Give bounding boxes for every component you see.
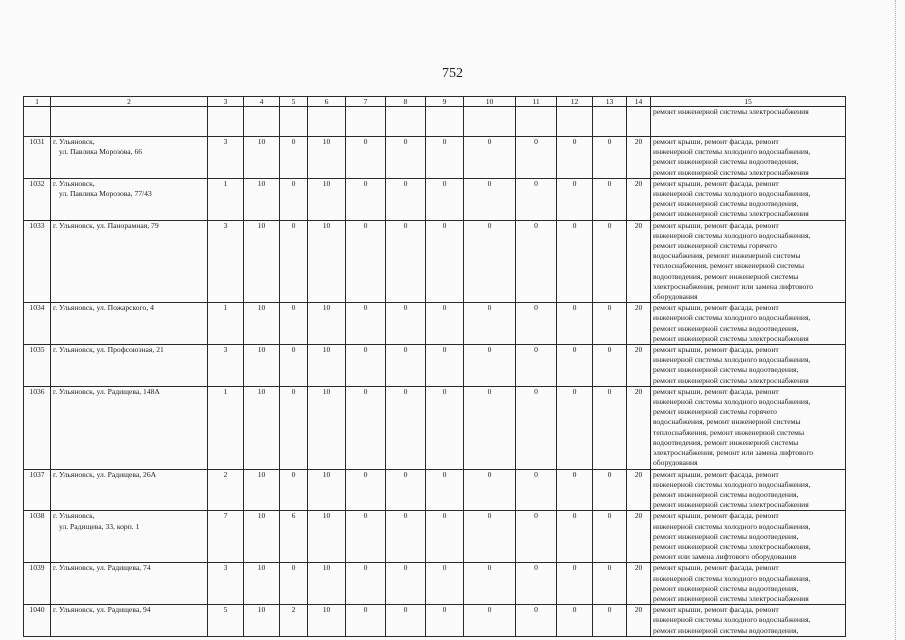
- works-line: ремонт крыши, ремонт фасада, ремонт: [653, 469, 779, 479]
- works-line: инженерной системы холодного водоснабжения,: [653, 230, 811, 240]
- col-header: 5: [280, 97, 308, 107]
- works-cell: [651, 303, 846, 345]
- address-cell: [51, 178, 208, 220]
- value-cell: 10: [244, 345, 280, 387]
- value-cell: 20: [627, 511, 651, 563]
- address-line: ул. Павлика Морозова, 66: [59, 147, 143, 157]
- address-cell: [51, 107, 208, 137]
- value-cell: 2: [280, 605, 308, 637]
- register-table-body: [24, 97, 846, 637]
- row-number-cell: 1037: [24, 469, 51, 511]
- value-cell: 0: [426, 178, 464, 220]
- value-cell: [593, 107, 627, 137]
- value-cell: 1: [208, 303, 244, 345]
- col-header: 11: [516, 97, 557, 107]
- works-line: ремонт крыши, ремонт фасада, ремонт: [653, 137, 779, 146]
- value-cell: 0: [516, 469, 557, 511]
- value-cell: 0: [516, 386, 557, 469]
- value-cell: 0: [516, 563, 557, 605]
- value-cell: 0: [280, 137, 308, 179]
- works-line: ремонт инженерной системы электроснабжения: [653, 593, 809, 603]
- works-line: теплоснабжения, ремонт инженерной системы: [653, 427, 805, 437]
- value-cell: 10: [244, 220, 280, 303]
- col-header: 15: [651, 97, 846, 107]
- value-cell: 0: [464, 563, 516, 605]
- works-line: ремонт инженерной системы электроснабжения: [653, 107, 809, 116]
- value-cell: 0: [280, 303, 308, 345]
- value-cell: 10: [308, 178, 346, 220]
- works-line: ремонт инженерной системы горячего: [653, 407, 777, 417]
- works-line: ремонт инженерной системы водоотведения,: [653, 531, 799, 541]
- row-number-cell: 1033: [24, 220, 51, 303]
- value-cell: 1: [208, 386, 244, 469]
- works-line: ремонт инженерной системы водоотведения,: [653, 489, 799, 499]
- value-cell: 0: [426, 511, 464, 563]
- value-cell: 10: [308, 137, 346, 179]
- value-cell: 20: [627, 178, 651, 220]
- col-header: 2: [51, 97, 208, 107]
- value-cell: 10: [244, 386, 280, 469]
- value-cell: 10: [244, 303, 280, 345]
- value-cell: 10: [308, 469, 346, 511]
- value-cell: 0: [280, 469, 308, 511]
- value-cell: 0: [280, 220, 308, 303]
- col-header: 7: [346, 97, 386, 107]
- value-cell: 10: [308, 303, 346, 345]
- address-line: г. Ульяновск, ул. Радищева, 26А: [53, 469, 157, 479]
- value-cell: 0: [346, 178, 386, 220]
- row-number-cell: 1038: [24, 511, 51, 563]
- value-cell: 0: [426, 303, 464, 345]
- value-cell: 0: [557, 345, 593, 387]
- value-cell: 0: [557, 178, 593, 220]
- works-line: водоснабжения, ремонт инженерной системы: [653, 251, 801, 261]
- address-cell: [51, 345, 208, 387]
- works-cell: [651, 386, 846, 469]
- value-cell: 0: [593, 511, 627, 563]
- works-line: инженерной системы холодного водоснабжения,: [653, 147, 811, 157]
- value-cell: 0: [386, 220, 426, 303]
- value-cell: [244, 107, 280, 137]
- value-cell: 0: [346, 563, 386, 605]
- works-line: ремонт инженерной системы электроснабжения: [653, 375, 809, 385]
- value-cell: 0: [593, 345, 627, 387]
- address-cell: [51, 303, 208, 345]
- value-cell: 0: [386, 386, 426, 469]
- table-row: [24, 178, 846, 220]
- value-cell: 0: [464, 469, 516, 511]
- row-number-cell: 1032: [24, 178, 51, 220]
- works-line: инженерной системы холодного водоснабжения,: [653, 479, 811, 489]
- works-line: ремонт крыши, ремонт фасада, ремонт: [653, 345, 779, 355]
- col-header: 4: [244, 97, 280, 107]
- works-line: ремонт инженерной системы электроснабжения,: [653, 541, 811, 551]
- page-edge-divider: [895, 0, 897, 640]
- value-cell: 0: [386, 469, 426, 511]
- works-line: ремонт инженерной системы электроснабжения: [653, 209, 809, 219]
- value-cell: 0: [464, 511, 516, 563]
- value-cell: 0: [464, 605, 516, 637]
- value-cell: 0: [464, 137, 516, 179]
- value-cell: 0: [557, 605, 593, 637]
- value-cell: 0: [386, 303, 426, 345]
- works-cell: [651, 107, 846, 137]
- value-cell: 0: [557, 563, 593, 605]
- works-line: инженерной системы холодного водоснабжения,: [653, 615, 811, 625]
- value-cell: 0: [426, 605, 464, 637]
- table-row: [24, 107, 846, 137]
- value-cell: 0: [593, 386, 627, 469]
- address-line: г. Ульяновск, ул. Радищева, 74: [53, 563, 151, 573]
- value-cell: 2: [208, 469, 244, 511]
- value-cell: 0: [593, 178, 627, 220]
- value-cell: 0: [386, 137, 426, 179]
- works-line: ремонт инженерной системы водоотведения,: [653, 199, 799, 209]
- value-cell: 10: [244, 137, 280, 179]
- works-line: ремонт инженерной системы электроснабжения: [653, 500, 809, 510]
- table-row: [24, 386, 846, 469]
- works-cell: [651, 605, 846, 637]
- page-number: 752: [442, 66, 463, 81]
- works-cell: [651, 345, 846, 387]
- value-cell: 0: [346, 386, 386, 469]
- works-line: водоотведения, ремонт инженерной системы: [653, 437, 799, 447]
- table-row: [24, 511, 846, 563]
- address-line: г. Ульяновск, ул. Пожарского, 4: [53, 303, 154, 313]
- value-cell: 10: [244, 511, 280, 563]
- value-cell: 0: [593, 605, 627, 637]
- value-cell: 10: [308, 511, 346, 563]
- value-cell: 0: [386, 345, 426, 387]
- col-header: 14: [627, 97, 651, 107]
- address-line: г. Ульяновск, ул. Радищева, 148А: [53, 386, 160, 396]
- works-line: ремонт крыши, ремонт фасада, ремонт: [653, 303, 779, 313]
- col-header: 8: [386, 97, 426, 107]
- works-cell: [651, 178, 846, 220]
- value-cell: 3: [208, 220, 244, 303]
- value-cell: 10: [308, 563, 346, 605]
- value-cell: 0: [426, 220, 464, 303]
- address-line: г. Ульяновск,: [53, 178, 95, 188]
- works-line: ремонт крыши, ремонт фасада, ремонт: [653, 178, 779, 188]
- value-cell: 0: [280, 563, 308, 605]
- row-number-cell: 1036: [24, 386, 51, 469]
- value-cell: 0: [593, 303, 627, 345]
- value-cell: 0: [426, 563, 464, 605]
- works-line: теплоснабжения, ремонт инженерной системы: [653, 261, 805, 271]
- address-cell: [51, 563, 208, 605]
- address-line: ул. Павлика Морозова, 77/43: [59, 189, 152, 199]
- value-cell: 0: [557, 469, 593, 511]
- value-cell: 0: [516, 137, 557, 179]
- value-cell: [208, 107, 244, 137]
- value-cell: 1: [208, 178, 244, 220]
- value-cell: [346, 107, 386, 137]
- row-number-cell: 1034: [24, 303, 51, 345]
- value-cell: 0: [426, 469, 464, 511]
- works-line: ремонт крыши, ремонт фасада, ремонт: [653, 605, 779, 615]
- value-cell: 0: [386, 178, 426, 220]
- value-cell: 0: [464, 345, 516, 387]
- value-cell: 0: [386, 563, 426, 605]
- value-cell: [280, 107, 308, 137]
- col-header: 10: [464, 97, 516, 107]
- value-cell: 0: [516, 303, 557, 345]
- row-number-cell: 1040: [24, 605, 51, 637]
- works-line: ремонт инженерной системы электроснабжения: [653, 333, 809, 343]
- value-cell: 0: [280, 178, 308, 220]
- value-cell: 0: [593, 469, 627, 511]
- value-cell: 20: [627, 605, 651, 637]
- works-line: ремонт или замена лифтового оборудования: [653, 552, 797, 562]
- works-line: ремонт инженерной системы водоотведения,: [653, 323, 799, 333]
- value-cell: 0: [464, 303, 516, 345]
- value-cell: 0: [386, 511, 426, 563]
- value-cell: 0: [346, 345, 386, 387]
- value-cell: [516, 107, 557, 137]
- col-header: 12: [557, 97, 593, 107]
- value-cell: 0: [557, 511, 593, 563]
- value-cell: 10: [308, 386, 346, 469]
- value-cell: 3: [208, 137, 244, 179]
- works-line: ремонт крыши, ремонт фасада, ремонт: [653, 511, 779, 521]
- works-line: инженерной системы холодного водоснабжения,: [653, 397, 811, 407]
- register-table: [23, 96, 846, 637]
- works-line: электроснабжения, ремонт или замена лифтового: [653, 448, 814, 458]
- works-line: ремонт крыши, ремонт фасада, ремонт: [653, 386, 779, 396]
- works-line: ремонт инженерной системы водоотведения,: [653, 583, 799, 593]
- value-cell: 0: [426, 137, 464, 179]
- value-cell: 0: [426, 386, 464, 469]
- table-row: [24, 220, 846, 303]
- address-line: г. Ульяновск, ул. Радищева, 94: [53, 605, 151, 615]
- value-cell: [426, 107, 464, 137]
- value-cell: 0: [346, 220, 386, 303]
- value-cell: 20: [627, 469, 651, 511]
- value-cell: 20: [627, 345, 651, 387]
- address-line: г. Ульяновск,: [53, 511, 95, 521]
- value-cell: [557, 107, 593, 137]
- value-cell: 20: [627, 563, 651, 605]
- address-cell: [51, 137, 208, 179]
- value-cell: 20: [627, 303, 651, 345]
- works-cell: [651, 220, 846, 303]
- works-line: ремонт инженерной системы водоотведения,: [653, 365, 799, 375]
- value-cell: [308, 107, 346, 137]
- value-cell: 10: [308, 345, 346, 387]
- works-line: ремонт инженерной системы водоотведения,: [653, 157, 799, 167]
- value-cell: 0: [346, 511, 386, 563]
- value-cell: 0: [557, 220, 593, 303]
- value-cell: 0: [557, 303, 593, 345]
- table-row: [24, 303, 846, 345]
- value-cell: 0: [593, 563, 627, 605]
- column-number-header: [24, 97, 846, 107]
- address-cell: [51, 511, 208, 563]
- value-cell: 0: [346, 605, 386, 637]
- works-line: водоотведения, ремонт инженерной системы: [653, 271, 799, 281]
- value-cell: 0: [516, 178, 557, 220]
- col-header: 1: [24, 97, 51, 107]
- col-header: 6: [308, 97, 346, 107]
- value-cell: 0: [516, 345, 557, 387]
- col-header: 13: [593, 97, 627, 107]
- value-cell: 0: [346, 469, 386, 511]
- works-line: инженерной системы холодного водоснабжения,: [653, 313, 811, 323]
- col-header: 3: [208, 97, 244, 107]
- row-number-cell: 1039: [24, 563, 51, 605]
- value-cell: 10: [244, 563, 280, 605]
- row-number-cell: 1031: [24, 137, 51, 179]
- address-line: г. Ульяновск,: [53, 137, 95, 146]
- works-line: инженерной системы холодного водоснабжения,: [653, 521, 811, 531]
- value-cell: 10: [308, 220, 346, 303]
- value-cell: 0: [346, 303, 386, 345]
- works-cell: [651, 137, 846, 179]
- value-cell: 20: [627, 220, 651, 303]
- value-cell: 0: [426, 345, 464, 387]
- value-cell: 0: [593, 137, 627, 179]
- address-cell: [51, 220, 208, 303]
- value-cell: 0: [464, 178, 516, 220]
- value-cell: 6: [280, 511, 308, 563]
- value-cell: 0: [516, 220, 557, 303]
- works-line: водоснабжения, ремонт инженерной системы: [653, 417, 801, 427]
- table-row: [24, 605, 846, 637]
- value-cell: 3: [208, 345, 244, 387]
- value-cell: 0: [516, 511, 557, 563]
- address-cell: [51, 386, 208, 469]
- row-number-cell: 1035: [24, 345, 51, 387]
- row-number-cell: [24, 107, 51, 137]
- works-line: ремонт инженерной системы горячего: [653, 241, 777, 251]
- address-cell: [51, 469, 208, 511]
- value-cell: 5: [208, 605, 244, 637]
- works-cell: [651, 469, 846, 511]
- value-cell: 10: [244, 469, 280, 511]
- value-cell: 0: [464, 220, 516, 303]
- works-line: оборудования: [653, 292, 698, 302]
- value-cell: [627, 107, 651, 137]
- works-line: ремонт крыши, ремонт фасада, ремонт: [653, 563, 779, 573]
- address-line: ул. Радищева, 33, корп. 1: [59, 521, 140, 531]
- value-cell: 10: [244, 178, 280, 220]
- works-cell: [651, 511, 846, 563]
- table-row: [24, 469, 846, 511]
- value-cell: 3: [208, 563, 244, 605]
- value-cell: 7: [208, 511, 244, 563]
- value-cell: 10: [308, 605, 346, 637]
- value-cell: 0: [593, 220, 627, 303]
- value-cell: 0: [346, 137, 386, 179]
- works-line: оборудования: [653, 458, 698, 468]
- address-line: г. Ульяновск, ул. Профсоюзная, 21: [53, 345, 164, 355]
- works-line: инженерной системы холодного водоснабжения,: [653, 355, 811, 365]
- table-row: [24, 563, 846, 605]
- value-cell: 0: [386, 605, 426, 637]
- value-cell: 20: [627, 137, 651, 179]
- works-line: инженерной системы холодного водоснабжения,: [653, 189, 811, 199]
- value-cell: 0: [516, 605, 557, 637]
- works-line: ремонт инженерной системы электроснабжения: [653, 167, 809, 177]
- works-line: электроснабжения, ремонт или замена лифтового: [653, 281, 814, 291]
- value-cell: [464, 107, 516, 137]
- works-line: ремонт инженерной системы водоотведения,: [653, 625, 799, 635]
- works-line: ремонт крыши, ремонт фасада, ремонт: [653, 220, 779, 230]
- value-cell: 0: [557, 137, 593, 179]
- value-cell: [386, 107, 426, 137]
- address-line: г. Ульяновск, ул. Панорамная, 79: [53, 220, 159, 230]
- works-cell: [651, 563, 846, 605]
- value-cell: 0: [280, 345, 308, 387]
- col-header: 9: [426, 97, 464, 107]
- value-cell: 20: [627, 386, 651, 469]
- table-row: [24, 345, 846, 387]
- value-cell: 10: [244, 605, 280, 637]
- value-cell: 0: [557, 386, 593, 469]
- value-cell: 0: [280, 386, 308, 469]
- value-cell: 0: [464, 386, 516, 469]
- address-cell: [51, 605, 208, 637]
- table-row: [24, 137, 846, 179]
- works-line: инженерной системы холодного водоснабжения,: [653, 573, 811, 583]
